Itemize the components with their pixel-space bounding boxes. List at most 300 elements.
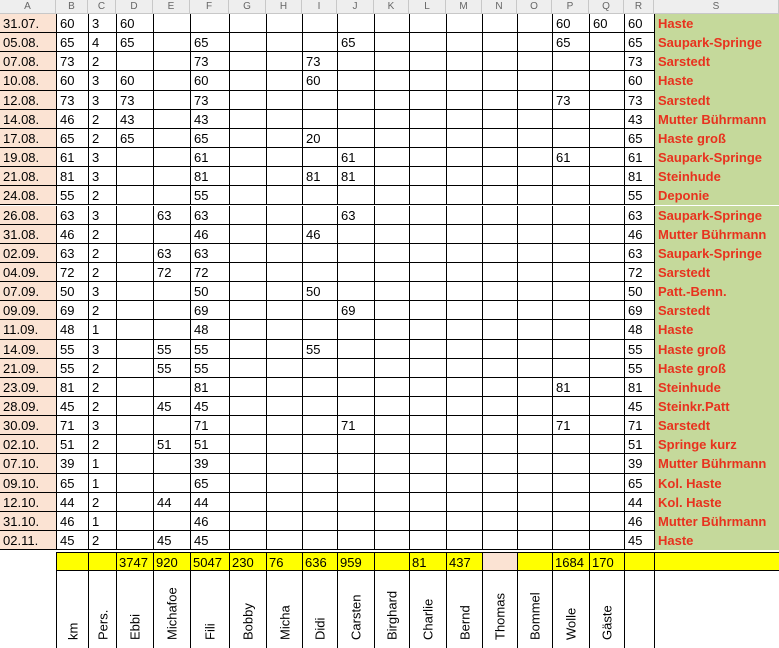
place-cell[interactable]: Haste groß: [654, 340, 779, 359]
value-cell[interactable]: [229, 52, 266, 71]
value-cell[interactable]: 2: [88, 244, 116, 263]
value-cell[interactable]: [589, 397, 624, 416]
value-cell[interactable]: [229, 263, 266, 282]
place-cell[interactable]: Steinkr.Patt: [654, 397, 779, 416]
value-cell[interactable]: 69: [624, 301, 654, 320]
value-cell[interactable]: [302, 301, 337, 320]
value-cell[interactable]: [482, 129, 517, 148]
place-cell[interactable]: Sarstedt: [654, 301, 779, 320]
value-cell[interactable]: [589, 263, 624, 282]
value-cell[interactable]: 43: [190, 110, 229, 129]
value-cell[interactable]: [229, 129, 266, 148]
value-cell[interactable]: [482, 186, 517, 205]
value-cell[interactable]: [153, 454, 190, 473]
value-cell[interactable]: [374, 206, 409, 225]
total-cell[interactable]: 1684: [552, 552, 589, 571]
value-cell[interactable]: 63: [56, 244, 88, 263]
value-cell[interactable]: [266, 14, 302, 33]
total-cell[interactable]: 76: [266, 552, 302, 571]
value-cell[interactable]: 72: [56, 263, 88, 282]
value-cell[interactable]: 55: [190, 359, 229, 378]
value-cell[interactable]: [517, 129, 552, 148]
value-cell[interactable]: 60: [56, 14, 88, 33]
value-cell[interactable]: [374, 454, 409, 473]
column-header-i[interactable]: I: [302, 0, 337, 14]
value-cell[interactable]: [409, 129, 446, 148]
value-cell[interactable]: [229, 91, 266, 110]
place-cell[interactable]: Deponie: [654, 186, 779, 205]
value-cell[interactable]: [446, 320, 482, 339]
value-cell[interactable]: [266, 263, 302, 282]
value-cell[interactable]: [482, 340, 517, 359]
value-cell[interactable]: [116, 397, 153, 416]
value-cell[interactable]: [229, 14, 266, 33]
value-cell[interactable]: [266, 129, 302, 148]
value-cell[interactable]: 46: [302, 225, 337, 244]
value-cell[interactable]: 55: [190, 186, 229, 205]
value-cell[interactable]: [446, 397, 482, 416]
value-cell[interactable]: [266, 282, 302, 301]
value-cell[interactable]: [229, 244, 266, 263]
value-cell[interactable]: [517, 52, 552, 71]
value-cell[interactable]: [517, 225, 552, 244]
value-cell[interactable]: [589, 531, 624, 550]
value-cell[interactable]: [552, 52, 589, 71]
value-cell[interactable]: 45: [153, 531, 190, 550]
value-cell[interactable]: [552, 474, 589, 493]
value-cell[interactable]: 60: [116, 71, 153, 90]
value-cell[interactable]: [116, 340, 153, 359]
value-cell[interactable]: 2: [88, 493, 116, 512]
value-cell[interactable]: 43: [116, 110, 153, 129]
value-cell[interactable]: 48: [56, 320, 88, 339]
value-cell[interactable]: 2: [88, 263, 116, 282]
value-cell[interactable]: 72: [624, 263, 654, 282]
value-cell[interactable]: [446, 416, 482, 435]
value-cell[interactable]: 73: [624, 52, 654, 71]
date-cell[interactable]: 02.10.: [0, 435, 56, 454]
value-cell[interactable]: [266, 320, 302, 339]
value-cell[interactable]: [153, 282, 190, 301]
value-cell[interactable]: [116, 167, 153, 186]
date-cell[interactable]: 31.10.: [0, 512, 56, 531]
value-cell[interactable]: [374, 33, 409, 52]
value-cell[interactable]: 81: [56, 378, 88, 397]
value-cell[interactable]: [446, 531, 482, 550]
value-cell[interactable]: [409, 320, 446, 339]
value-cell[interactable]: [116, 512, 153, 531]
value-cell[interactable]: [517, 14, 552, 33]
value-cell[interactable]: [116, 301, 153, 320]
value-cell[interactable]: [337, 244, 374, 263]
value-cell[interactable]: 61: [56, 148, 88, 167]
value-cell[interactable]: 55: [302, 340, 337, 359]
value-cell[interactable]: [374, 52, 409, 71]
value-cell[interactable]: [153, 71, 190, 90]
value-cell[interactable]: [517, 110, 552, 129]
column-header-m[interactable]: M: [446, 0, 482, 14]
value-cell[interactable]: [482, 531, 517, 550]
value-cell[interactable]: [116, 186, 153, 205]
value-cell[interactable]: 73: [190, 91, 229, 110]
value-cell[interactable]: [266, 110, 302, 129]
value-cell[interactable]: [116, 320, 153, 339]
value-cell[interactable]: 73: [552, 91, 589, 110]
value-cell[interactable]: [302, 110, 337, 129]
value-cell[interactable]: [409, 148, 446, 167]
value-cell[interactable]: 73: [116, 91, 153, 110]
value-cell[interactable]: [409, 282, 446, 301]
place-cell[interactable]: Haste: [654, 14, 779, 33]
value-cell[interactable]: [374, 397, 409, 416]
value-cell[interactable]: 60: [56, 71, 88, 90]
value-cell[interactable]: [229, 474, 266, 493]
total-cell[interactable]: [88, 552, 116, 571]
value-cell[interactable]: [229, 110, 266, 129]
date-cell[interactable]: 04.09.: [0, 263, 56, 282]
value-cell[interactable]: [552, 110, 589, 129]
value-cell[interactable]: [374, 474, 409, 493]
total-cell[interactable]: 959: [337, 552, 374, 571]
value-cell[interactable]: [482, 14, 517, 33]
value-cell[interactable]: 81: [190, 378, 229, 397]
value-cell[interactable]: [302, 14, 337, 33]
value-cell[interactable]: [337, 340, 374, 359]
date-cell[interactable]: 23.09.: [0, 378, 56, 397]
value-cell[interactable]: [337, 359, 374, 378]
place-cell[interactable]: Sarstedt: [654, 263, 779, 282]
value-cell[interactable]: 20: [302, 129, 337, 148]
date-cell[interactable]: 24.08.: [0, 186, 56, 205]
place-cell[interactable]: Sarstedt: [654, 52, 779, 71]
value-cell[interactable]: 51: [190, 435, 229, 454]
value-cell[interactable]: 3: [88, 206, 116, 225]
date-cell[interactable]: 09.10.: [0, 474, 56, 493]
value-cell[interactable]: [589, 52, 624, 71]
value-cell[interactable]: 65: [552, 33, 589, 52]
value-cell[interactable]: [229, 378, 266, 397]
value-cell[interactable]: [517, 244, 552, 263]
value-cell[interactable]: [482, 167, 517, 186]
value-cell[interactable]: [446, 282, 482, 301]
value-cell[interactable]: 48: [190, 320, 229, 339]
value-cell[interactable]: [302, 263, 337, 282]
value-cell[interactable]: 2: [88, 435, 116, 454]
value-cell[interactable]: [446, 493, 482, 512]
value-cell[interactable]: [517, 71, 552, 90]
value-cell[interactable]: [229, 340, 266, 359]
value-cell[interactable]: [517, 301, 552, 320]
value-cell[interactable]: 44: [624, 493, 654, 512]
value-cell[interactable]: [302, 359, 337, 378]
value-cell[interactable]: [552, 282, 589, 301]
place-cell[interactable]: Saupark-Springe: [654, 244, 779, 263]
value-cell[interactable]: [409, 531, 446, 550]
value-cell[interactable]: 3: [88, 340, 116, 359]
column-header-d[interactable]: D: [116, 0, 153, 14]
value-cell[interactable]: [302, 435, 337, 454]
value-cell[interactable]: [374, 512, 409, 531]
value-cell[interactable]: 61: [190, 148, 229, 167]
value-cell[interactable]: 46: [190, 512, 229, 531]
total-cell[interactable]: 437: [446, 552, 482, 571]
value-cell[interactable]: [266, 416, 302, 435]
value-cell[interactable]: [409, 14, 446, 33]
total-cell[interactable]: 920: [153, 552, 190, 571]
column-header-l[interactable]: L: [409, 0, 446, 14]
value-cell[interactable]: [153, 91, 190, 110]
value-cell[interactable]: [589, 129, 624, 148]
value-cell[interactable]: 60: [190, 71, 229, 90]
value-cell[interactable]: [517, 512, 552, 531]
value-cell[interactable]: [589, 416, 624, 435]
value-cell[interactable]: [409, 71, 446, 90]
value-cell[interactable]: [374, 282, 409, 301]
value-cell[interactable]: 60: [552, 14, 589, 33]
value-cell[interactable]: 2: [88, 225, 116, 244]
value-cell[interactable]: [482, 206, 517, 225]
value-cell[interactable]: [446, 359, 482, 378]
value-cell[interactable]: [589, 378, 624, 397]
value-cell[interactable]: [446, 91, 482, 110]
value-cell[interactable]: [482, 435, 517, 454]
value-cell[interactable]: 3: [88, 91, 116, 110]
value-cell[interactable]: 46: [56, 110, 88, 129]
value-cell[interactable]: [446, 301, 482, 320]
value-cell[interactable]: [337, 397, 374, 416]
total-cell[interactable]: [0, 552, 56, 571]
value-cell[interactable]: [116, 359, 153, 378]
value-cell[interactable]: [517, 282, 552, 301]
value-cell[interactable]: 73: [190, 52, 229, 71]
value-cell[interactable]: 45: [190, 397, 229, 416]
value-cell[interactable]: [482, 397, 517, 416]
value-cell[interactable]: [374, 148, 409, 167]
date-cell[interactable]: 14.08.: [0, 110, 56, 129]
value-cell[interactable]: [517, 206, 552, 225]
value-cell[interactable]: [229, 282, 266, 301]
value-cell[interactable]: [229, 206, 266, 225]
value-cell[interactable]: 71: [337, 416, 374, 435]
value-cell[interactable]: [409, 378, 446, 397]
place-cell[interactable]: Sarstedt: [654, 91, 779, 110]
date-cell[interactable]: 26.08.: [0, 206, 56, 225]
value-cell[interactable]: [374, 71, 409, 90]
value-cell[interactable]: [153, 186, 190, 205]
value-cell[interactable]: 72: [153, 263, 190, 282]
value-cell[interactable]: 55: [56, 340, 88, 359]
value-cell[interactable]: [337, 225, 374, 244]
value-cell[interactable]: [153, 512, 190, 531]
date-cell[interactable]: 07.08.: [0, 52, 56, 71]
place-cell[interactable]: Kol. Haste: [654, 474, 779, 493]
value-cell[interactable]: [446, 206, 482, 225]
value-cell[interactable]: [446, 186, 482, 205]
value-cell[interactable]: [374, 320, 409, 339]
value-cell[interactable]: [589, 435, 624, 454]
value-cell[interactable]: [153, 225, 190, 244]
value-cell[interactable]: 3: [88, 71, 116, 90]
value-cell[interactable]: [302, 454, 337, 473]
column-header-p[interactable]: P: [552, 0, 589, 14]
value-cell[interactable]: [116, 454, 153, 473]
place-cell[interactable]: Mutter Bührmann: [654, 225, 779, 244]
value-cell[interactable]: 55: [624, 340, 654, 359]
date-cell[interactable]: 14.09.: [0, 340, 56, 359]
value-cell[interactable]: [116, 225, 153, 244]
value-cell[interactable]: [374, 531, 409, 550]
value-cell[interactable]: [552, 225, 589, 244]
value-cell[interactable]: [446, 263, 482, 282]
value-cell[interactable]: [552, 206, 589, 225]
value-cell[interactable]: [552, 454, 589, 473]
value-cell[interactable]: 65: [624, 474, 654, 493]
value-cell[interactable]: [229, 320, 266, 339]
value-cell[interactable]: [190, 14, 229, 33]
value-cell[interactable]: [153, 110, 190, 129]
value-cell[interactable]: [517, 531, 552, 550]
value-cell[interactable]: [517, 416, 552, 435]
value-cell[interactable]: [446, 454, 482, 473]
value-cell[interactable]: [409, 340, 446, 359]
value-cell[interactable]: [337, 129, 374, 148]
value-cell[interactable]: 69: [56, 301, 88, 320]
value-cell[interactable]: [266, 186, 302, 205]
value-cell[interactable]: [482, 454, 517, 473]
value-cell[interactable]: 81: [302, 167, 337, 186]
value-cell[interactable]: 65: [116, 129, 153, 148]
value-cell[interactable]: [374, 435, 409, 454]
total-cell[interactable]: [517, 552, 552, 571]
value-cell[interactable]: [266, 167, 302, 186]
column-header-e[interactable]: E: [153, 0, 190, 14]
date-cell[interactable]: 05.08.: [0, 33, 56, 52]
value-cell[interactable]: [229, 186, 266, 205]
value-cell[interactable]: [337, 531, 374, 550]
place-cell[interactable]: Mutter Bührmann: [654, 454, 779, 473]
value-cell[interactable]: [302, 33, 337, 52]
value-cell[interactable]: [482, 91, 517, 110]
total-cell[interactable]: 3747: [116, 552, 153, 571]
place-cell[interactable]: Steinhude: [654, 167, 779, 186]
date-cell[interactable]: 17.08.: [0, 129, 56, 148]
value-cell[interactable]: [446, 71, 482, 90]
value-cell[interactable]: 60: [116, 14, 153, 33]
value-cell[interactable]: [266, 435, 302, 454]
value-cell[interactable]: [409, 474, 446, 493]
value-cell[interactable]: [374, 186, 409, 205]
value-cell[interactable]: [302, 244, 337, 263]
value-cell[interactable]: 3: [88, 148, 116, 167]
value-cell[interactable]: 60: [624, 14, 654, 33]
total-cell[interactable]: [56, 552, 88, 571]
value-cell[interactable]: 2: [88, 531, 116, 550]
value-cell[interactable]: [153, 416, 190, 435]
value-cell[interactable]: [482, 148, 517, 167]
value-cell[interactable]: [229, 167, 266, 186]
value-cell[interactable]: 44: [153, 493, 190, 512]
column-header-g[interactable]: G: [229, 0, 266, 14]
value-cell[interactable]: [266, 148, 302, 167]
value-cell[interactable]: [374, 129, 409, 148]
date-cell[interactable]: 10.08.: [0, 71, 56, 90]
value-cell[interactable]: [374, 110, 409, 129]
value-cell[interactable]: [266, 91, 302, 110]
value-cell[interactable]: [589, 340, 624, 359]
value-cell[interactable]: 65: [116, 33, 153, 52]
value-cell[interactable]: [266, 301, 302, 320]
value-cell[interactable]: [337, 14, 374, 33]
value-cell[interactable]: 65: [56, 129, 88, 148]
value-cell[interactable]: 43: [624, 110, 654, 129]
value-cell[interactable]: [374, 263, 409, 282]
value-cell[interactable]: [517, 186, 552, 205]
value-cell[interactable]: [302, 512, 337, 531]
date-cell[interactable]: 12.08.: [0, 91, 56, 110]
place-cell[interactable]: Saupark-Springe: [654, 148, 779, 167]
value-cell[interactable]: 46: [190, 225, 229, 244]
value-cell[interactable]: 63: [624, 206, 654, 225]
value-cell[interactable]: [337, 435, 374, 454]
value-cell[interactable]: [589, 454, 624, 473]
column-header-b[interactable]: B: [56, 0, 88, 14]
value-cell[interactable]: [266, 397, 302, 416]
value-cell[interactable]: [266, 244, 302, 263]
value-cell[interactable]: [446, 33, 482, 52]
value-cell[interactable]: 45: [56, 397, 88, 416]
value-cell[interactable]: [482, 110, 517, 129]
value-cell[interactable]: [409, 435, 446, 454]
value-cell[interactable]: [552, 263, 589, 282]
value-cell[interactable]: [446, 129, 482, 148]
date-cell[interactable]: 02.09.: [0, 244, 56, 263]
value-cell[interactable]: 2: [88, 359, 116, 378]
value-cell[interactable]: 81: [552, 378, 589, 397]
value-cell[interactable]: [153, 148, 190, 167]
column-header-h[interactable]: H: [266, 0, 302, 14]
value-cell[interactable]: [266, 206, 302, 225]
value-cell[interactable]: [374, 340, 409, 359]
date-cell[interactable]: 07.10.: [0, 454, 56, 473]
value-cell[interactable]: 4: [88, 33, 116, 52]
value-cell[interactable]: [482, 263, 517, 282]
place-cell[interactable]: Springe kurz: [654, 435, 779, 454]
value-cell[interactable]: 71: [56, 416, 88, 435]
value-cell[interactable]: [482, 320, 517, 339]
value-cell[interactable]: 81: [190, 167, 229, 186]
value-cell[interactable]: 2: [88, 110, 116, 129]
value-cell[interactable]: 45: [56, 531, 88, 550]
value-cell[interactable]: [409, 359, 446, 378]
value-cell[interactable]: [589, 206, 624, 225]
value-cell[interactable]: [552, 435, 589, 454]
value-cell[interactable]: [409, 512, 446, 531]
value-cell[interactable]: [589, 71, 624, 90]
place-cell[interactable]: Mutter Bührmann: [654, 512, 779, 531]
value-cell[interactable]: [302, 531, 337, 550]
value-cell[interactable]: [482, 52, 517, 71]
value-cell[interactable]: [337, 282, 374, 301]
value-cell[interactable]: 73: [56, 52, 88, 71]
place-cell[interactable]: Haste: [654, 71, 779, 90]
value-cell[interactable]: [153, 167, 190, 186]
value-cell[interactable]: [409, 206, 446, 225]
value-cell[interactable]: [153, 301, 190, 320]
value-cell[interactable]: 55: [56, 359, 88, 378]
value-cell[interactable]: [552, 129, 589, 148]
value-cell[interactable]: [266, 359, 302, 378]
value-cell[interactable]: [153, 474, 190, 493]
